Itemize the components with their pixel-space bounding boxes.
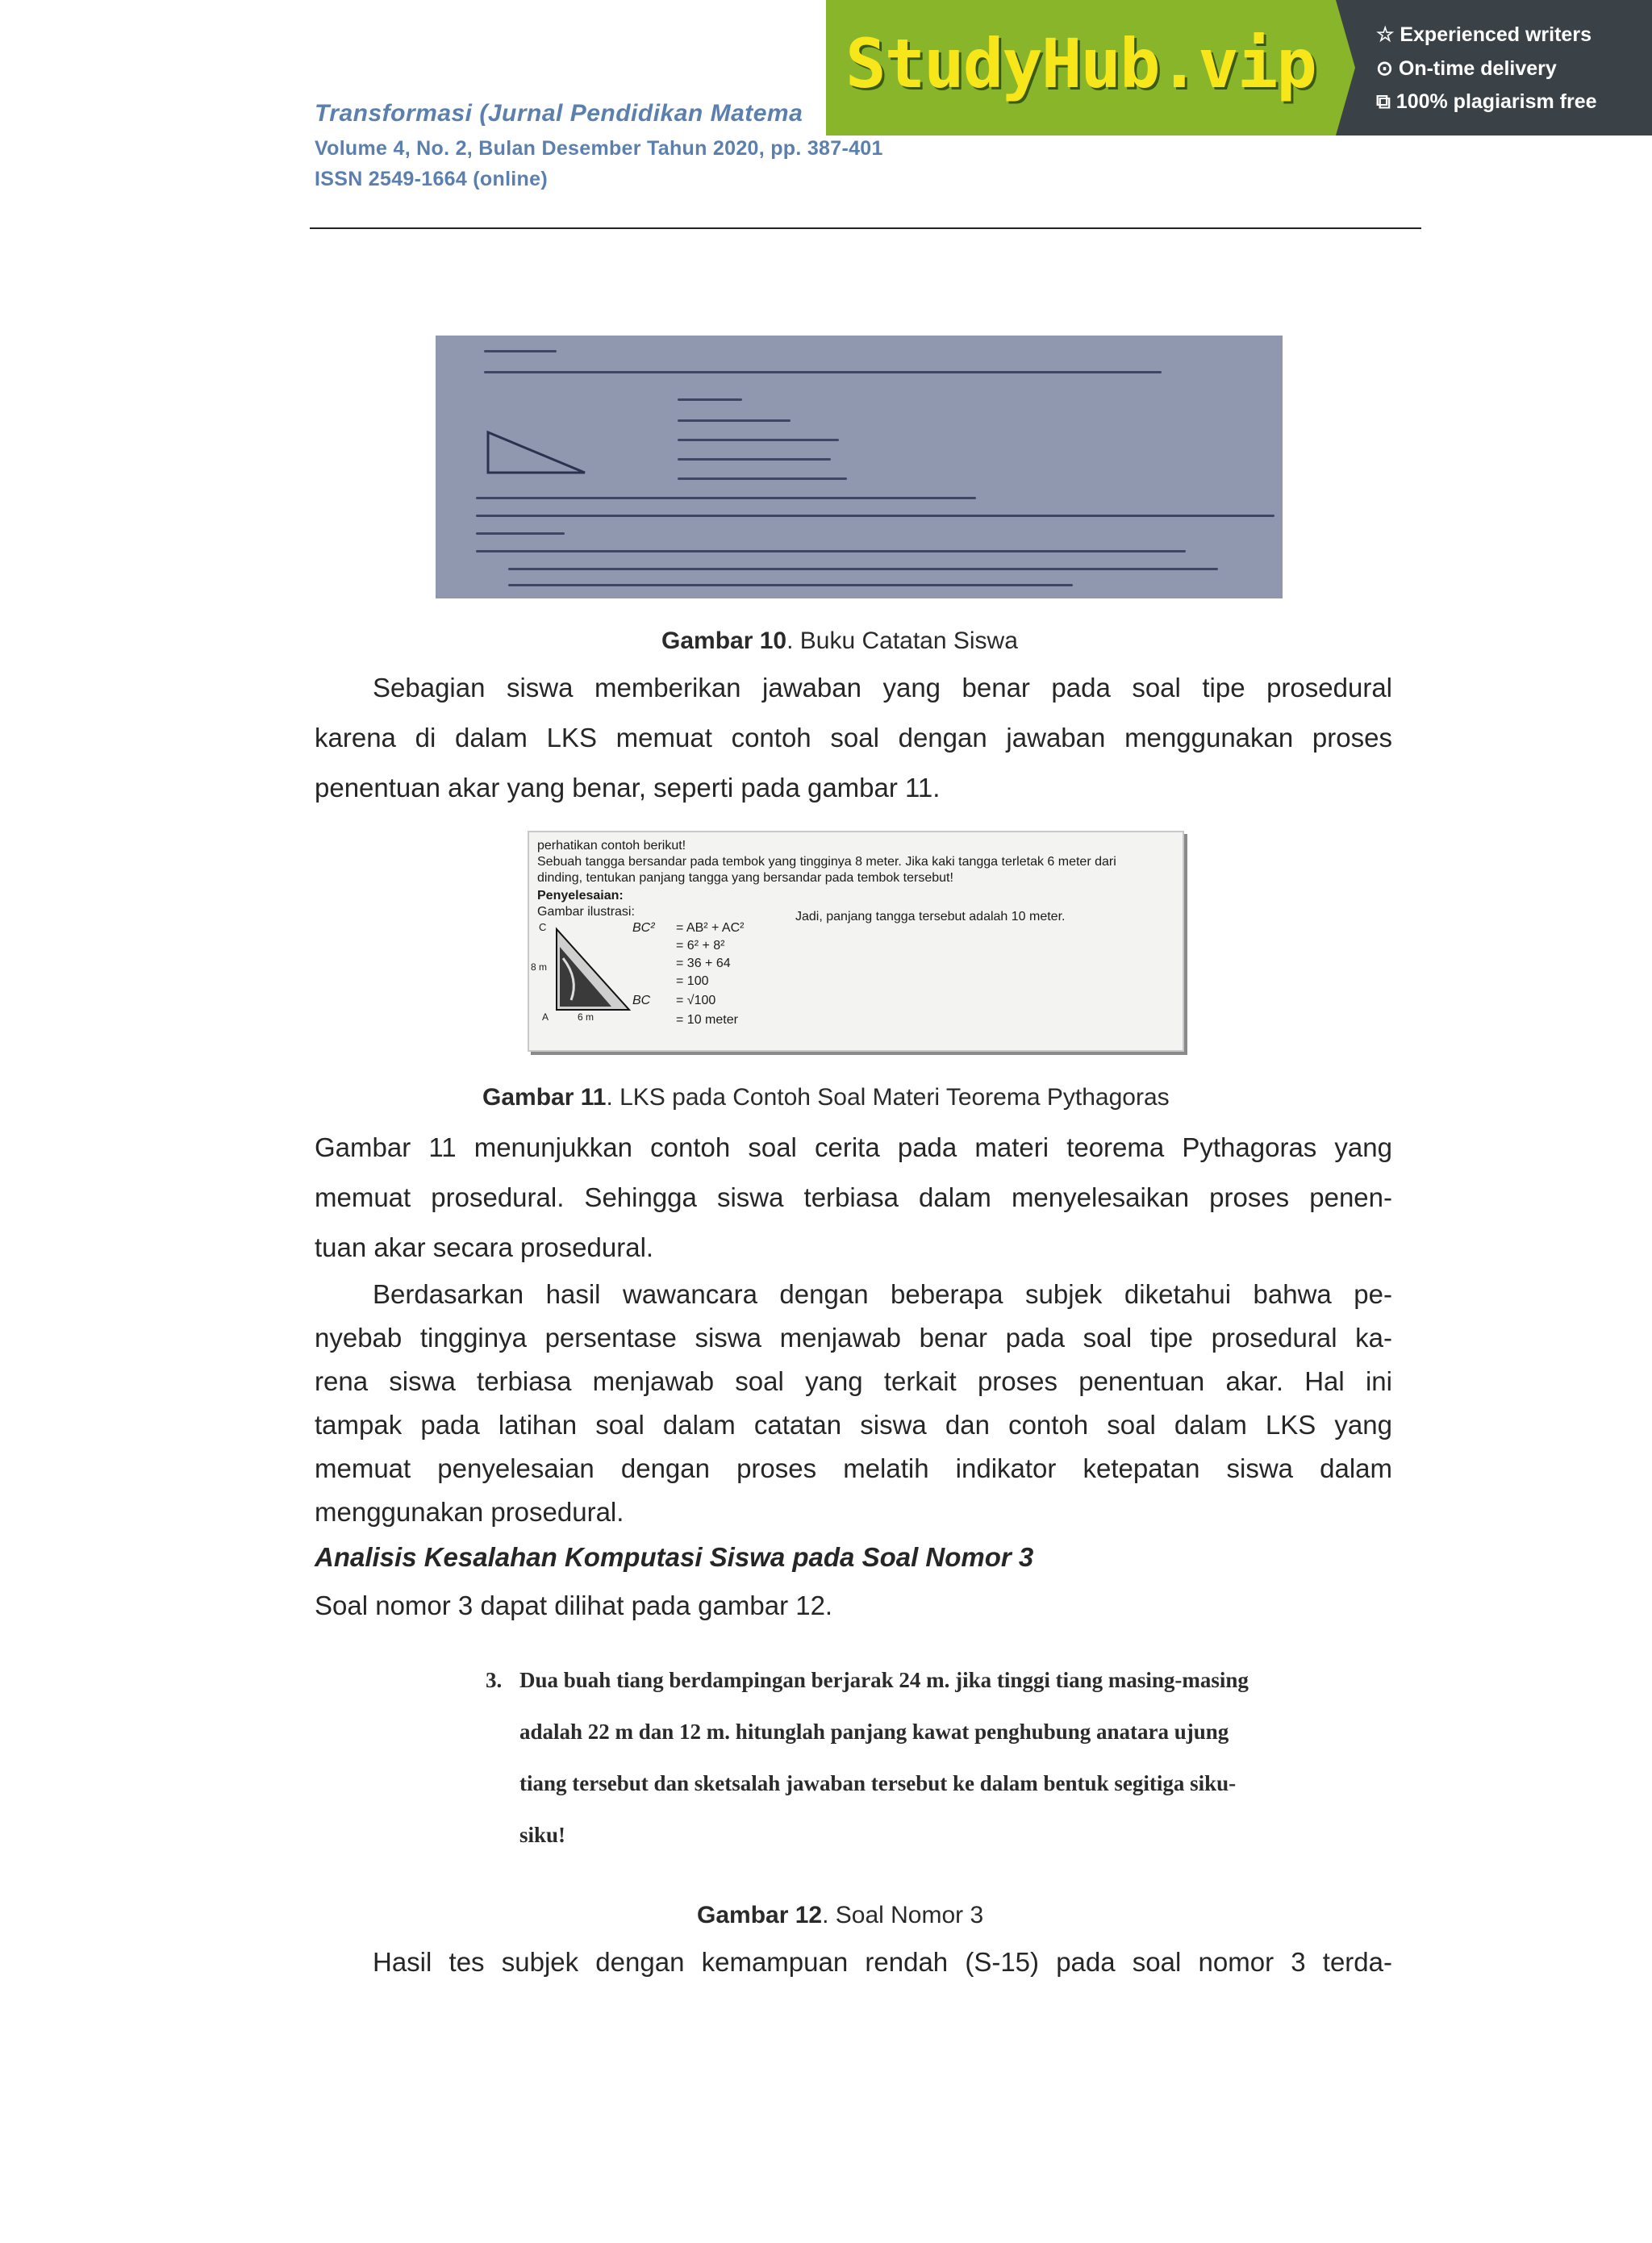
paragraph-1-line-1: Sebagian siswa memberikan jawaban yang benar pada soal tipe prosedural (373, 673, 1392, 703)
figure-10-label: Gambar 10 (661, 627, 787, 654)
journal-issn-line: ISSN 2549-1664 (online) (315, 168, 548, 190)
paragraph-1-line-2: karena di dalam LKS memuat contoh soal dengan jawaban menggunakan proses (315, 723, 1392, 753)
lks-step-4: = 100 (676, 974, 709, 988)
soal-line-3: tiang tersebut dan sketsalah jawaban tersebut ke dalam bentuk segitiga siku- (519, 1771, 1237, 1795)
studyhub-ad-banner[interactable] (826, 0, 1652, 135)
paragraph-5: Hasil tes subjek dengan kemampuan rendah (S-15) pada soal nomor 3 terda- (373, 1947, 1392, 1977)
figure-10-notebook-photo (436, 336, 1283, 598)
soal-line-2: adalah 22 m dan 12 m. hitunglah panjang kawat penghubung anatara ujung (519, 1720, 1229, 1744)
lks-solution-label: Penyelesaian: (537, 889, 624, 903)
lks-step-2: = 6² + 8² (676, 939, 725, 953)
soal-line-4: siku! (519, 1823, 566, 1847)
header-rule (310, 227, 1421, 229)
lks-step-5: = √100 (676, 994, 716, 1007)
lks-step-3: = 36 + 64 (676, 957, 731, 970)
lks-illustration-label: Gambar ilustrasi: (537, 905, 635, 919)
triangle-sketch-icon (480, 424, 601, 489)
paragraph-3-line-2: nyebab tingginya persentase siswa menjawab benar pada soal tipe prosedural ka- (315, 1323, 1392, 1353)
ad-logo-panel (826, 0, 1336, 135)
studyhub-logo: StudyHub.vip (845, 24, 1316, 103)
soal-number: 3. (486, 1668, 503, 1692)
lks-problem-line-2: dinding, tentukan panjang tangga yang bersandar pada tembok tersebut! (537, 871, 953, 885)
ad-feature-experienced-writers: ☆ Experienced writers (1376, 23, 1592, 46)
ladder-triangle-illustration (539, 923, 636, 1019)
paragraph-2-line-2: memuat prosedural. Sehingga siswa terbiasa dalam menyelesaikan proses penen- (315, 1182, 1392, 1212)
figure-12-caption-text: . Soal Nomor 3 (822, 1902, 984, 1928)
lks-bc: BC (632, 994, 651, 1007)
lks-bc2: BC² (632, 921, 655, 935)
paragraph-4: Soal nomor 3 dapat dilihat pada gambar 12. (315, 1591, 833, 1620)
figure-11-caption (482, 1084, 1170, 1111)
figure-11-caption-text: . LKS pada Contoh Soal Materi Teorema Pythagoras (606, 1084, 1170, 1111)
lks-step-6: = 10 meter (676, 1013, 738, 1027)
paragraph-3-line-5: memuat penyelesaian dengan proses melatih indikator ketepatan siswa dalam (315, 1453, 1392, 1483)
journal-volume-line: Volume 4, No. 2, Bulan Desember Tahun 2020, pp. 387-401 (315, 137, 883, 160)
paragraph-3-line-1: Berdasarkan hasil wawancara dengan beberapa subjek diketahui bahwa pe- (373, 1279, 1392, 1309)
lks-label-6m: 6 m (578, 1011, 594, 1023)
figure-10-caption-text: . Buku Catatan Siswa (786, 627, 1018, 654)
paragraph-1-line-3: penentuan akar yang benar, seperti pada gambar 11. (315, 773, 941, 803)
figure-12-soal-image (478, 1650, 1252, 1868)
figure-10-caption (661, 627, 1018, 655)
paragraph-3-line-3: rena siswa terbiasa menjawab soal yang terkait proses penentuan akar. Hal ini (315, 1366, 1392, 1396)
soal-line-1: Dua buah tiang berdampingan berjarak 24 m. jika tinggi tiang masing-masing (519, 1668, 1249, 1692)
paragraph-3-line-6: menggunakan prosedural. (315, 1497, 624, 1527)
journal-title: Transformasi (Jurnal Pendidikan Matema (315, 100, 803, 127)
lks-intro: perhatikan contoh berikut! (537, 839, 686, 853)
paragraph-3-line-4: tampak pada latihan soal dalam catatan siswa dan contoh soal dalam LKS yang (315, 1410, 1392, 1440)
lks-conclusion: Jadi, panjang tangga tersebut adalah 10 meter. (795, 910, 1066, 923)
lks-label-8m: 8 m (531, 961, 548, 973)
ad-arrow-shape (1336, 0, 1355, 135)
lks-label-c: C (539, 921, 547, 933)
lks-problem-line-1: Sebuah tangga bersandar pada tembok yang tingginya 8 meter. Jika kaki tangga terletak 6 meter dari (537, 855, 1116, 869)
lks-label-a: A (542, 1011, 549, 1023)
figure-11-label: Gambar 11 (482, 1084, 607, 1111)
lks-step-1: = AB² + AC² (676, 921, 745, 935)
figure-12-caption (697, 1902, 983, 1929)
section-heading: Analisis Kesalahan Komputasi Siswa pada Soal Nomor 3 (315, 1542, 1034, 1572)
ad-feature-on-time-delivery: ⊙ On-time delivery (1376, 57, 1557, 80)
figure-11-lks-image (528, 831, 1184, 1052)
paragraph-2-line-1: Gambar 11 menunjukkan contoh soal cerita pada materi teorema Pythagoras yang (315, 1132, 1392, 1162)
figure-12-label: Gambar 12 (697, 1902, 823, 1928)
ad-feature-plagiarism-free: ⧉ 100% plagiarism free (1376, 90, 1597, 113)
paragraph-2-line-3: tuan akar secara prosedural. (315, 1232, 654, 1262)
